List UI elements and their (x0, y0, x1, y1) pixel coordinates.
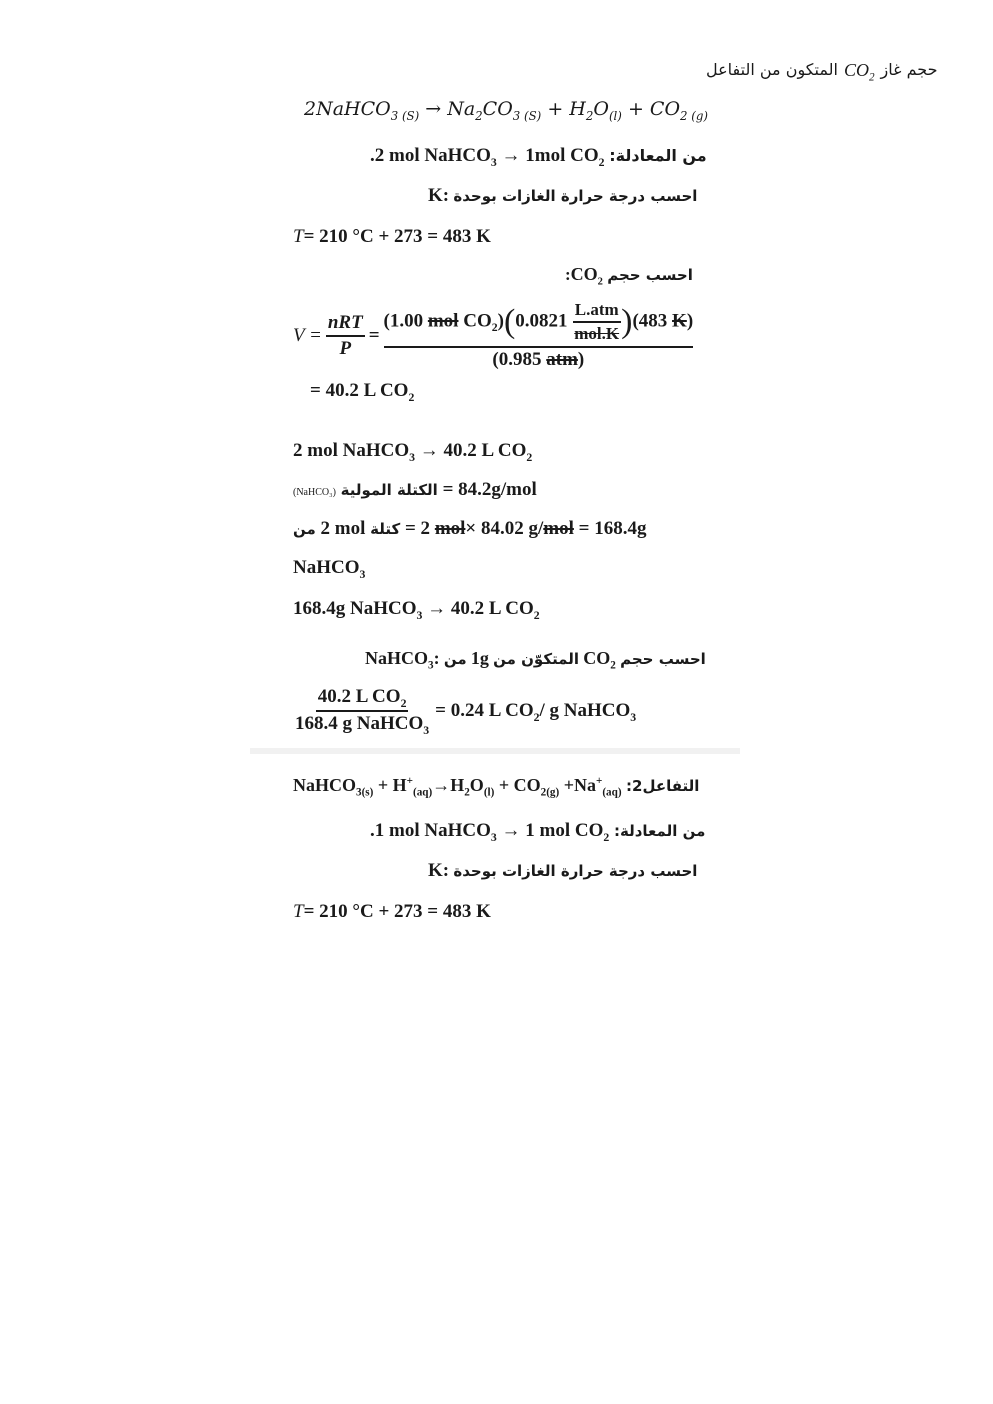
mole-ratio-line-1: .2 mol NaHCO$_3$ → 1mol $CO_2$ من المعادلة: (370, 145, 707, 169)
from-equation-label: من المعادلة: (609, 146, 707, 165)
volume-per-gram-calculation: $\frac{40.2 L CO_2}{168.4 g NaHCO_3}$ = 0.24 L $CO_2/$ g NaHCO$_3$ (295, 686, 637, 737)
temperature-calculation-1: T= 210 °C + 273 = 483 K (293, 226, 491, 247)
ideal-gas-equation: V = $\frac{\text{nRT}}{P}$ = (1.00 mol $CO_2)(0.0821$ $\frac{\text{L.atm}}{\text{mol.K}}$ )(483 K) (0.985 atm) (293, 300, 694, 370)
heading-text-left: المتكون من التفاعل (706, 60, 838, 79)
molar-mass-line: (NaHCO₃) الكتلة المولية = 84.2g/mol (293, 479, 537, 500)
mass-calculation-line: من 2 mol كتلة = 2 mol× 84.02 g/mol = 168.4g (293, 518, 647, 539)
reaction-1-equation: 2NaHCO$_{3 (S)}$ → $Na_2CO_{3 (S)} + H_2O_{(l)} + CO_{2 (g)}$ (304, 98, 708, 123)
nahco3-label: NaHCO$_3$ (293, 557, 366, 581)
temperature-calculation-2: T= 210 °C + 273 = 483 K (293, 901, 491, 922)
gas-constant-units: $\frac{\text{L.atm}}{\text{mol.K}}$ (574, 300, 620, 343)
mass-to-volume-line: 168.4g NaHCO$_3$ → 40.2 L $CO_2$ (293, 598, 540, 622)
reaction-2-label: التفاعل2: (626, 777, 700, 795)
heading-text-right: حجم غاز (880, 60, 938, 79)
reaction-2-equation: NaHCO$_{3(s)}$ + $H^+_{(aq)}\to H_2O_{(l)} + CO_{2(g)} +Na^+_{(aq)}$ التفاعل2: (293, 775, 700, 799)
mole-ratio-line-2: .1 mol NaHCO$_3$ → 1 mol $CO_2$ من المعادلة: (370, 820, 706, 844)
nrt-over-p: $\frac{\text{nRT}}{P}$ (327, 311, 363, 359)
heading-formula: $CO_2$ (843, 60, 875, 84)
volume-per-gram-instruction: احسب حجم $CO_2$ المتكوّن من 1g من NaHCO$_3$: (365, 648, 706, 672)
page-heading (706, 60, 938, 84)
moles-to-volume-line: 2 mol NaHCO$_3$ → 40.2 L $CO_2$ (293, 440, 533, 464)
temperature-instruction-2: K: احسب درجة حرارة الغازات بوحدة (428, 860, 698, 881)
volume-over-mass: $\frac{40.2 L CO_2}{168.4 g NaHCO_3}$ (295, 686, 430, 737)
gas-law-substitution: (1.00 mol $CO_2)(0.0821$ $\frac{\text{L.atm}}{\text{mol.K}}$ )(483 K) (0.985 atm) (383, 300, 694, 370)
section-divider (250, 748, 740, 754)
volume-instruction: $:CO_2$ احسب حجم (565, 264, 693, 288)
temperature-instruction-1: K: احسب درجة حرارة الغازات بوحدة (428, 185, 698, 206)
volume-result: = 40.2 L $CO_2$ (310, 380, 415, 404)
